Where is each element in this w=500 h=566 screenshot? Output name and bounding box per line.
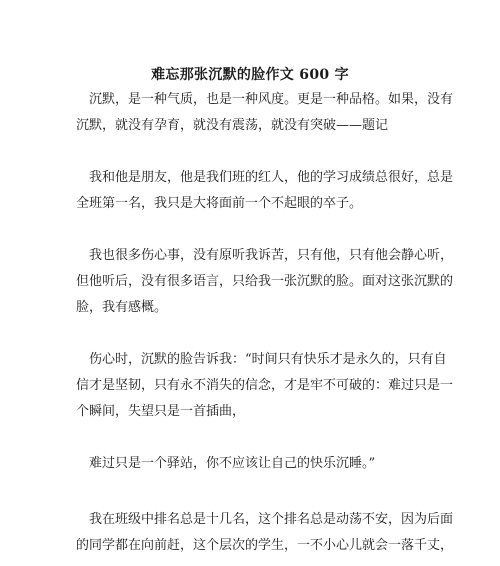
text-line: 我和他是朋友，他是我们班的红人，他的学习成绩总很好，总是 <box>89 170 454 185</box>
text-line: 信才是坚韧，只有永不消失的信念，才是牢不可破的：难过只是一 <box>76 378 454 393</box>
text-line: 我也很多伤心事，没有原听我诉苦，只有他，只有他会静心听， <box>89 248 454 263</box>
text-line: 全班第一名，我只是大将面前一个不起眼的卒子。 <box>76 196 363 211</box>
paragraph-epigraph <box>76 87 454 139</box>
text-line: 个瞬间，失望只是一首插曲， <box>76 404 246 419</box>
text-line: 沉默，是一种气质，也是一种风度。更是一种品格。如果，没有 <box>89 92 454 107</box>
paragraph-friend <box>76 165 454 217</box>
text-line: 我在班级中排名总是十几名，这个排名总是动荡不安，因为后面 <box>89 512 454 527</box>
text-line: 沉默，就没有孕育，就没有震荡，就没有突破——题记 <box>76 118 389 133</box>
paragraph-station <box>76 451 428 477</box>
text-line: 伤心时，沉默的脸告诉我：“时间只有快乐才是永久的，只有自 <box>89 352 447 367</box>
document-title: 难忘那张沉默的脸作文 600 字 <box>151 67 349 83</box>
paragraph-sad-things <box>76 243 454 321</box>
text-line: 难过只是一个驿站，你不应该让自己的快乐沉睡。” <box>89 456 376 471</box>
text-line: 但他听后，没有很多语言，只给我一张沉默的脸。面对这张沉默的 <box>76 274 454 289</box>
paragraph-silent-face-says <box>76 347 454 425</box>
paragraph-ranking <box>76 507 454 559</box>
text-line: 的同学都在向前赶，这个层次的学生，一不小心儿就会一落千丈， <box>76 538 454 553</box>
text-line: 脸，我有感概。 <box>76 300 168 315</box>
